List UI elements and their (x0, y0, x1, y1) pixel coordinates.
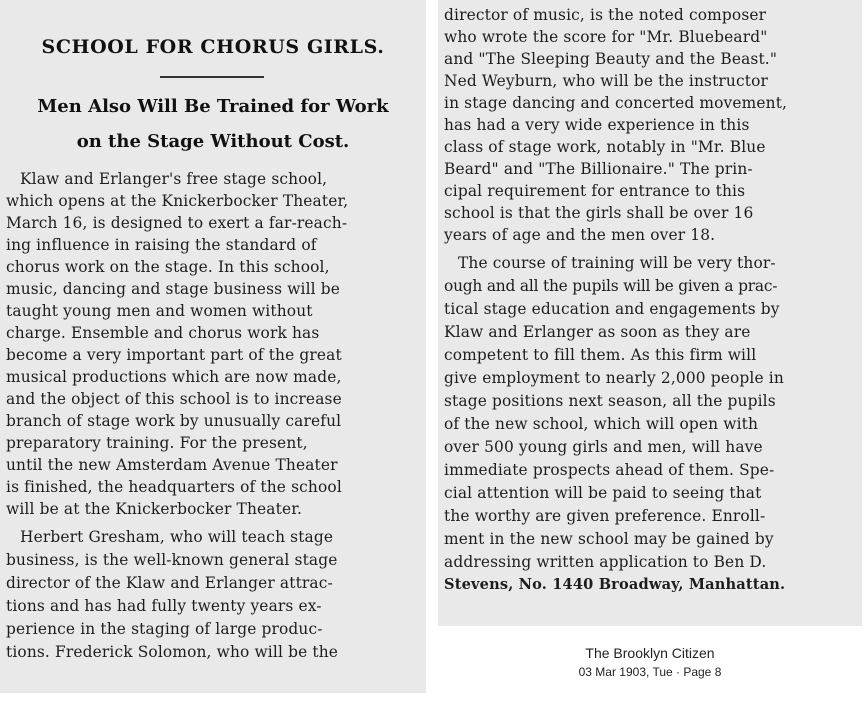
article-subheadline-line-1: Men Also Will Be Trained for Work (37, 96, 389, 117)
body-text-line: class of stage work, notably in "Mr. Blue (444, 138, 766, 156)
body-text-line: tical stage education and engagements by (444, 300, 780, 318)
body-text-line: over 500 young girls and men, will have (444, 438, 763, 456)
body-text-line: music, dancing and stage business will be (6, 280, 341, 298)
article-column-left (0, 0, 426, 693)
body-text-line: immediate prospects ahead of them. Spe- (444, 461, 775, 479)
body-text-line: Ned Weyburn, who will be the instructor (444, 72, 768, 90)
body-text-line: who wrote the score for "Mr. Bluebeard" (444, 28, 768, 46)
body-text-line: Stevens, No. 1440 Broadway, Manhattan. (444, 576, 786, 593)
article-subheadline-line-2: on the Stage Without Cost. (76, 131, 350, 152)
body-text-line: school is that the girls shall be over 16 (444, 204, 754, 222)
body-text-line: in stage dancing and concerted movement, (444, 94, 788, 112)
body-text-line: tions and has had fully twenty years ex- (6, 597, 322, 615)
body-text-line: Klaw and Erlanger as soon as they are (444, 323, 751, 341)
body-text-line: the worthy are given preference. Enroll- (444, 507, 766, 525)
body-text-line: will be at the Knickerbocker Theater. (6, 500, 303, 518)
body-text-line: charge. Ensemble and chorus work has (6, 324, 320, 342)
body-text-line: branch of stage work by unusually careful (6, 412, 342, 430)
body-text-line: and the object of this school is to increase (6, 390, 342, 408)
body-text-line: March 16, is designed to exert a far-reach- (6, 214, 348, 232)
body-text-line: ing influence in raising the standard of (6, 236, 317, 254)
article-headline: SCHOOL FOR CHORUS GIRLS. (41, 36, 385, 58)
body-text-line: preparatory training. For the present, (6, 434, 308, 452)
body-text-line: competent to fill them. As this firm will (444, 346, 757, 364)
body-text-line: business, is the well-known general stage (6, 551, 338, 569)
body-text-line: cipal requirement for entrance to this (444, 182, 746, 200)
body-text-line: tions. Frederick Solomon, who will be the (6, 643, 339, 661)
body-text-line: which opens at the Knickerbocker Theater, (6, 192, 349, 210)
body-text-line: stage positions next season, all the pupils (444, 392, 776, 410)
body-text-line: Klaw and Erlanger's free stage school, (20, 170, 328, 188)
body-text-line: director of music, is the noted composer (444, 6, 767, 24)
caption-publication: The Brooklyn Citizen (585, 645, 715, 661)
body-text-line: until the new Amsterdam Avenue Theater (6, 456, 338, 474)
body-text-line: cial attention will be paid to seeing that (444, 484, 762, 502)
body-text-line: Beard" and "The Billionaire." The prin- (444, 160, 753, 178)
body-text-line: director of the Klaw and Erlanger attrac- (6, 574, 333, 592)
body-text-line: of the new school, which will open with (444, 415, 759, 433)
body-text-line: chorus work on the stage. In this school, (6, 258, 330, 276)
body-text-line: perience in the staging of large produc- (6, 620, 323, 638)
body-text-line: musical productions which are now made, (6, 368, 342, 386)
body-text-line: The course of training will be very thor- (458, 254, 776, 272)
body-text-line: give employment to nearly 2,000 people in (444, 369, 784, 387)
body-text-line: addressing written application to Ben D. (444, 553, 767, 571)
caption-date-page: 03 Mar 1903, Tue · Page 8 (578, 665, 722, 679)
body-text-line: Herbert Gresham, who will teach stage (20, 528, 334, 546)
article-column-right (438, 0, 862, 626)
body-text-line: years of age and the men over 18. (444, 226, 716, 244)
body-text-line: taught young men and women without (6, 302, 313, 320)
body-text-line: become a very important part of the great (6, 346, 342, 364)
body-text-line: and "The Sleeping Beauty and the Beast." (444, 50, 778, 68)
body-text-line: has had a very wide experience in this (444, 116, 750, 134)
headline-divider (160, 76, 264, 78)
body-text-line: ough and all the pupils will be given a prac- (444, 277, 778, 295)
body-text-line: is finished, the headquarters of the school (6, 478, 342, 496)
body-text-line: ment in the new school may be gained by (444, 530, 774, 548)
